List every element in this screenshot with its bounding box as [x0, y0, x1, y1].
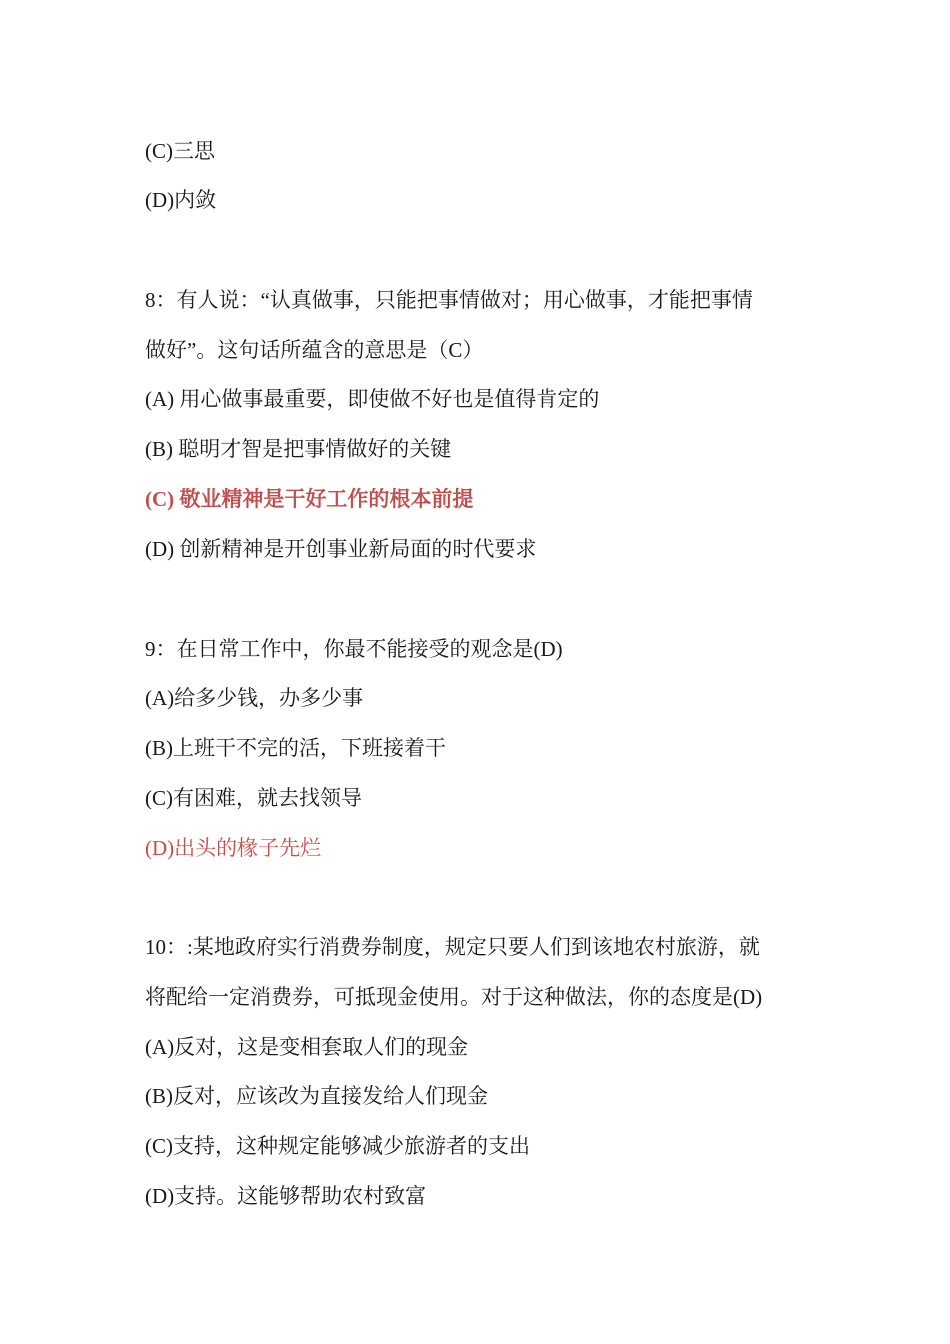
q8-question-line1: 8：有人说：“认真做事，只能把事情做对；用心做事，才能把事情 [145, 288, 753, 312]
q10-option-d: (D)支持。这能够帮助农村致富 [145, 1184, 427, 1208]
q8-option-a: (A) 用心做事最重要，即使做不好也是值得肯定的 [145, 387, 600, 411]
q9-option-b: (B)上班干不完的活，下班接着干 [145, 736, 446, 760]
q7-option-c: (C)三思 [145, 139, 215, 163]
q10-option-b: (B)反对，应该改为直接发给人们现金 [145, 1084, 488, 1108]
q10-option-c: (C)支持，这种规定能够减少旅游者的支出 [145, 1134, 530, 1158]
q7-option-d: (D)内敛 [145, 188, 217, 212]
q10-question-line1: 10：:某地政府实行消费券制度，规定只要人们到该地农村旅游，就 [145, 935, 760, 959]
q8-option-b: (B) 聪明才智是把事情做好的关键 [145, 437, 452, 461]
q8-option-d: (D) 创新精神是开创事业新局面的时代要求 [145, 537, 537, 561]
q9-option-c: (C)有困难，就去找领导 [145, 786, 362, 810]
q10-option-a: (A)反对，这是变相套取人们的现金 [145, 1035, 469, 1059]
q9-option-d-answer: (D)出头的椽子先烂 [145, 836, 322, 860]
q8-question-line2: 做好”。这句话所蕴含的意思是（C） [145, 338, 484, 362]
q10-question-line2: 将配给一定消费券，可抵现金使用。对于这种做法，你的态度是(D) [145, 985, 763, 1009]
q9-question: 9：在日常工作中，你最不能接受的观念是(D) [145, 637, 563, 661]
q8-option-c-answer: (C) 敬业精神是干好工作的根本前提 [145, 487, 474, 511]
q9-option-a: (A)给多少钱，办多少事 [145, 686, 364, 710]
